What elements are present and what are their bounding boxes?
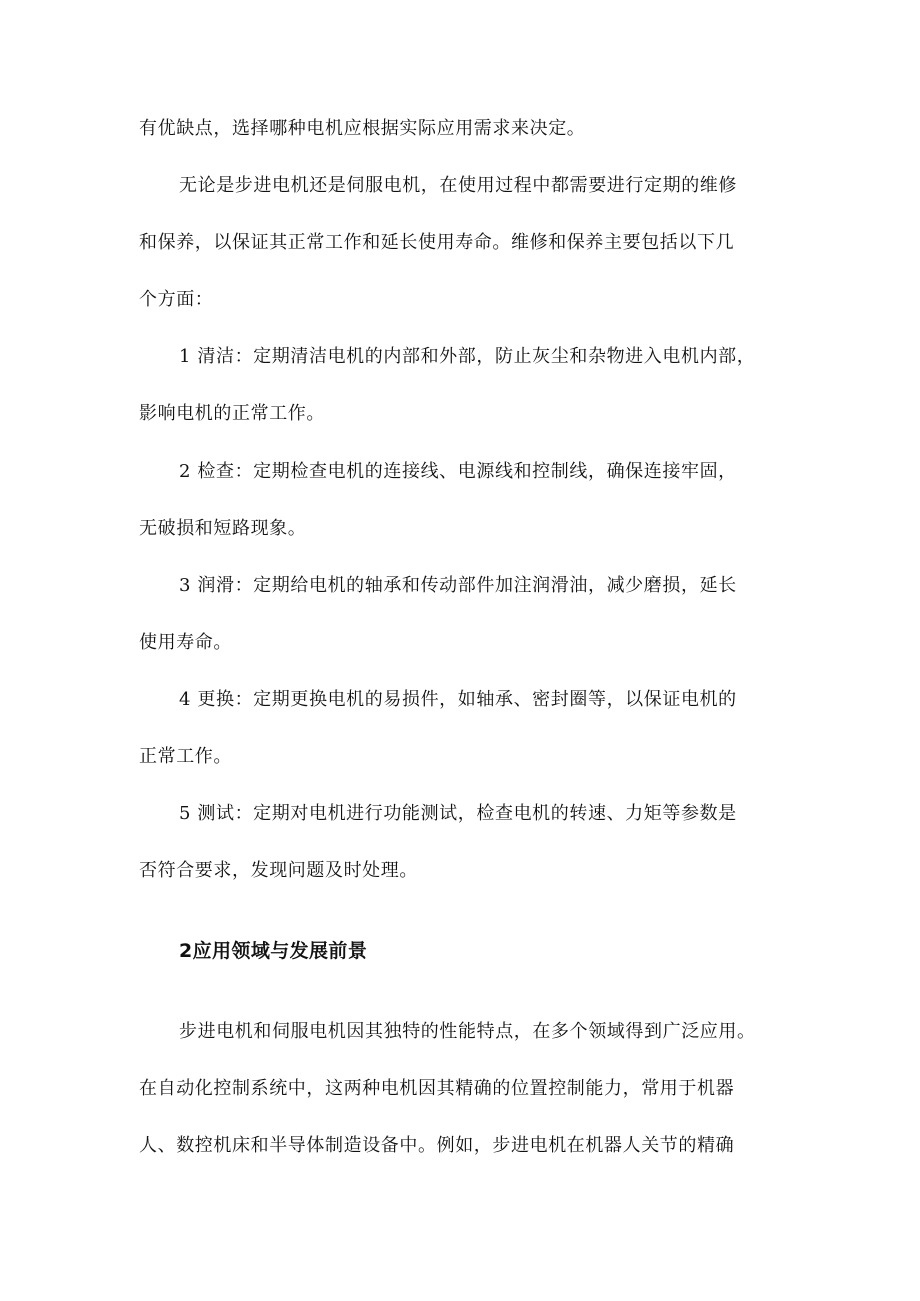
item-cleaning-line-2: 影响电机的正常工作。 — [139, 403, 325, 424]
item-lubrication-line-2: 使用寿命。 — [139, 632, 232, 653]
maintenance-intro-line-2: 和保养，以保证其正常工作和延长使用寿命。维修和保养主要包括以下几 — [139, 232, 735, 253]
application-line-3: 人、数控机床和半导体制造设备中。例如，步进电机在机器人关节的精确 — [139, 1135, 735, 1156]
item-inspection-line-1: 2 检查：定期检查电机的连接线、电源线和控制线，确保连接牢固， — [179, 461, 737, 482]
paragraph-continuation: 有优缺点，选择哪种电机应根据实际应用需求来决定。 — [139, 118, 586, 139]
item-replacement-line-1: 4 更换：定期更换电机的易损件，如轴承、密封圈等，以保证电机的 — [179, 689, 737, 710]
item-replacement-line-2: 正常工作。 — [139, 746, 232, 767]
item-cleaning-line-1: 1 清洁：定期清洁电机的内部和外部，防止灰尘和杂物进入电机内部， — [179, 346, 756, 367]
item-testing-line-1: 5 测试：定期对电机进行功能测试，检查电机的转速、力矩等参数是 — [179, 803, 737, 824]
maintenance-intro-line-1: 无论是步进电机还是伺服电机，在使用过程中都需要进行定期的维修 — [179, 175, 737, 196]
item-testing-line-2: 否符合要求，发现问题及时处理。 — [139, 860, 418, 881]
application-line-1: 步进电机和伺服电机因其独特的性能特点，在多个领域得到广泛应用。 — [179, 1021, 756, 1042]
item-inspection-line-2: 无破损和短路现象。 — [139, 518, 307, 539]
application-line-2: 在自动化控制系统中，这两种电机因其精确的位置控制能力，常用于机器 — [139, 1078, 735, 1099]
item-lubrication-line-1: 3 润滑：定期给电机的轴承和传动部件加注润滑油，减少磨损，延长 — [179, 575, 737, 596]
maintenance-intro-line-3: 个方面： — [139, 289, 214, 310]
section-heading: 2应用领域与发展前景 — [179, 940, 368, 962]
